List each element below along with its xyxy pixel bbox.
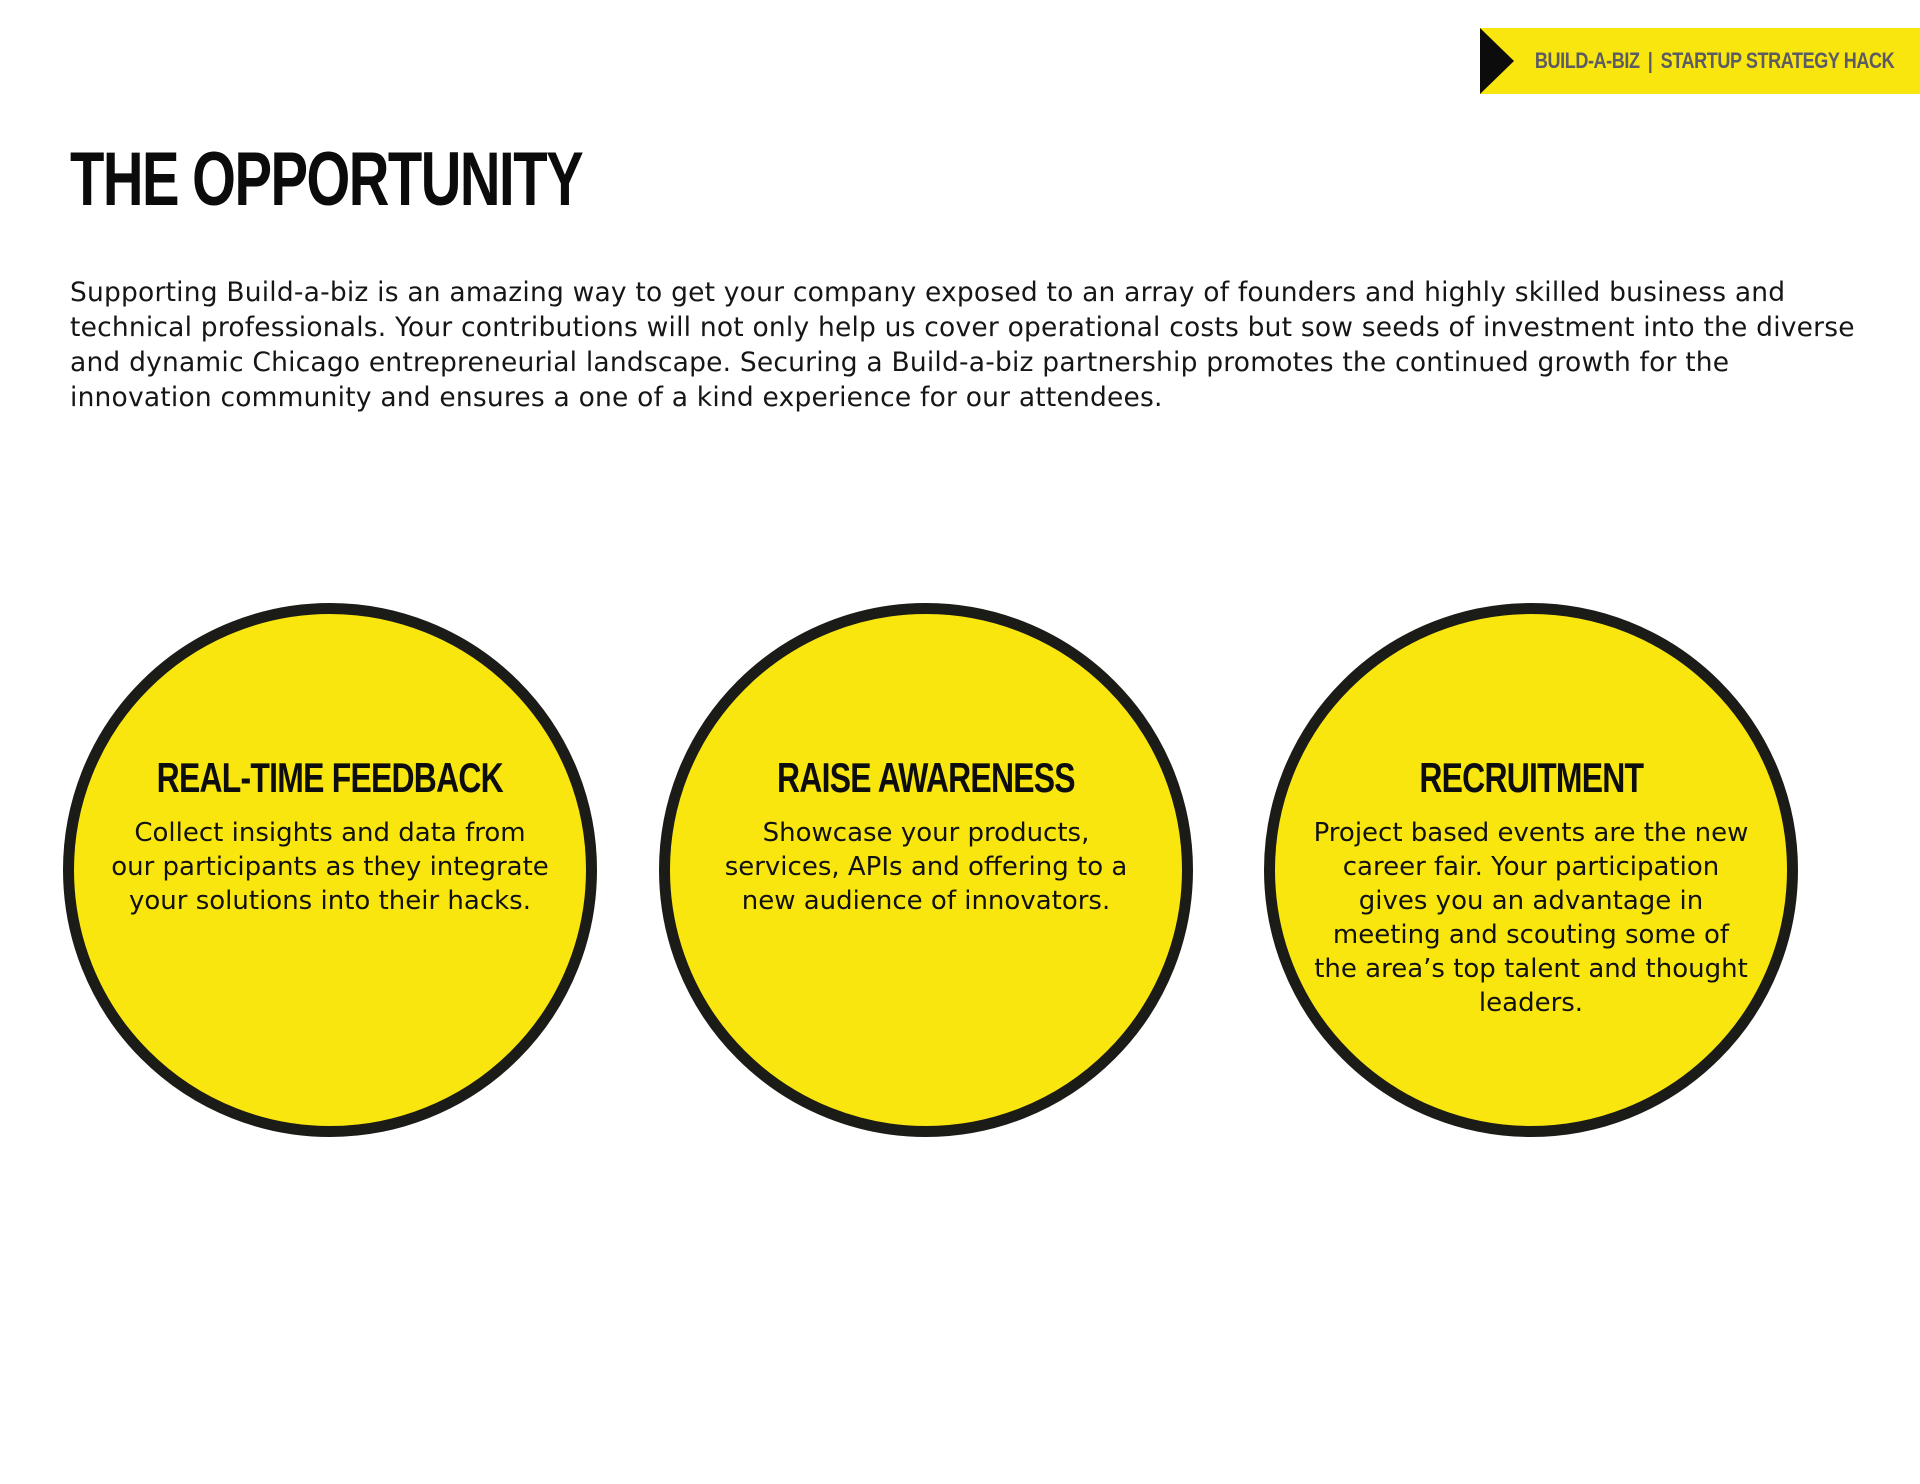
header-label: [1535, 48, 1894, 74]
benefit-title: RAISE AWARENESS: [777, 754, 1075, 801]
header-subtitle: STARTUP STRATEGY HACK: [1660, 48, 1894, 73]
header-separator: |: [1647, 48, 1653, 73]
header-tab: [1480, 28, 1920, 94]
play-arrow-icon: [1480, 28, 1514, 94]
intro-paragraph: Supporting Build-a-biz is an amazing way to get your company exposed to an array of founders and highly skilled business and technical professionals. Your contributions will not only help us cover operational costs but sow seeds of investment into the diverse and dynamic Chicago entrepreneurial landscape. Securing a Build-a-biz partnership promotes the continued growth for the innovation community and ensures a one of a kind experience for our attendees.: [70, 277, 1855, 413]
header-brand: BUILD-A-BIZ: [1534, 48, 1640, 73]
page-title: THE OPPORTUNITY: [70, 137, 583, 222]
benefit-text: Project based events are the new career fair. Your participation gives you an advantage in meeting and scouting some of the area’s top talent and thought leaders.: [1313, 818, 1749, 1018]
benefit-title: REAL-TIME FEEDBACK: [156, 754, 504, 801]
benefit-title: RECRUITMENT: [1419, 754, 1643, 801]
benefit-circle-awareness: [659, 603, 1193, 1137]
benefit-circle-feedback: [63, 603, 597, 1137]
benefit-text: Collect insights and data from our participants as they integrate your solutions into their hacks.: [111, 818, 549, 916]
benefit-text: Showcase your products, services, APIs and offering to a new audience of innovators.: [724, 818, 1128, 916]
benefit-circle-recruitment: [1264, 603, 1798, 1137]
